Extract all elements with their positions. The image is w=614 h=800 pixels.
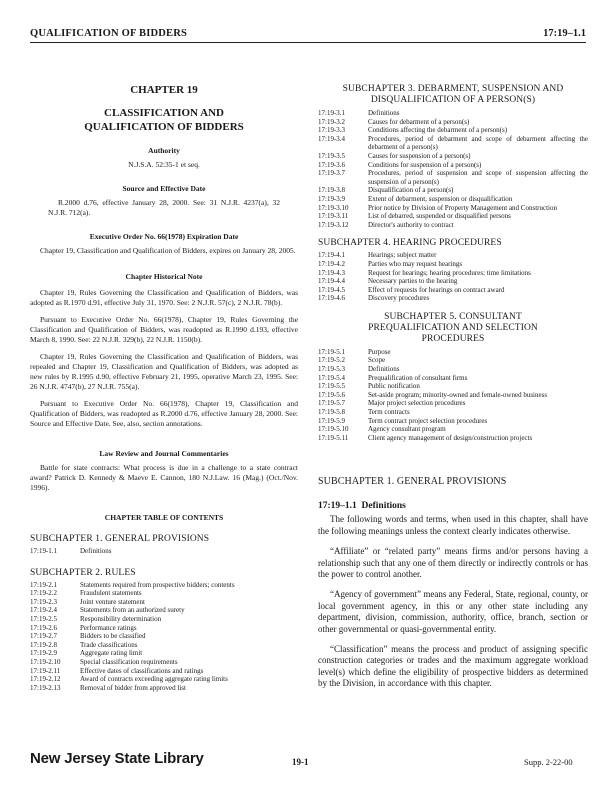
toc-row bbox=[30, 624, 298, 633]
chapter-number: CHAPTER 19 bbox=[130, 84, 198, 96]
section-number: 17:19–1.1 bbox=[318, 501, 357, 512]
toc-title: Hearings; subject matter bbox=[368, 251, 437, 260]
toc-title: Request for hearings; hearing procedures; time limitations bbox=[368, 268, 531, 277]
toc-num: 17:19-4.1 bbox=[318, 251, 346, 260]
toc-subchapter-3-heading: SUBCHAPTER 3. DEBARMENT, SUSPENSION AND DISQUALIFICATION OF A PERSON(S) bbox=[342, 84, 564, 105]
toc-row bbox=[30, 547, 298, 556]
law-review-text: Battle for state contracts: What process is due in a challenge to a state contract award? Patrick D. Kennedy & Maeve E. Cannon, 180 N.J.Law. 16 (Mag.) (Oct./Nov. 1996). bbox=[30, 463, 298, 492]
toc-num: 17:19-2.12 bbox=[30, 675, 61, 684]
toc-row bbox=[318, 269, 588, 278]
authority-text: N.J.S.A. 52:35-1 et seq. bbox=[128, 160, 200, 169]
toc-title: Statements required from prospective bidders; contents bbox=[80, 580, 235, 589]
toc-row bbox=[318, 109, 588, 118]
toc-num: 17:19-5.8 bbox=[318, 408, 346, 417]
toc-title: Conditions affecting the debarment of a person(s) bbox=[368, 126, 508, 135]
toc-title: Prequalification of consultant firms bbox=[368, 373, 468, 382]
toc-title: Effect of requests for hearings on contract award bbox=[368, 285, 505, 294]
toc-title: Agency consultant program bbox=[368, 425, 446, 434]
toc-row bbox=[318, 186, 588, 195]
history-paragraph: Chapter 19, Rules Governing the Classification and Qualification of Bidders, was adopted as R.1970 d.91, effective July 31, 1970. See: 2 N.J.R. 57(c), 2 N.J.R. 78(b). bbox=[30, 288, 298, 307]
toc-num: 17:19-2.2 bbox=[30, 589, 58, 598]
toc-row bbox=[30, 615, 298, 624]
toc-num: 17:19-2.3 bbox=[30, 597, 58, 606]
law-review-heading: Law Review and Journal Commentaries bbox=[99, 449, 229, 458]
toc-num: 17:19-2.9 bbox=[30, 649, 58, 658]
toc-row bbox=[30, 684, 298, 693]
toc-title: Performance ratings bbox=[80, 623, 137, 632]
body-paragraph: The following words and terms, when used in this chapter, shall have the following meanings unless the context clearly indicates otherwise. bbox=[318, 514, 588, 536]
toc-subchapter-4-list bbox=[318, 251, 588, 303]
body-paragraph: “Affiliate” or “related party” means firms and/or persons having a relationship such that any one of them directly or indirectly controls or has the power to control another. bbox=[318, 546, 588, 580]
toc-row bbox=[318, 260, 588, 269]
toc-title: Trade classifications bbox=[80, 640, 138, 649]
toc-title: Extent of debarment, suspension or disqualification bbox=[368, 194, 513, 203]
toc-row bbox=[318, 356, 588, 365]
page-number: 19-1 bbox=[292, 757, 309, 767]
toc-row bbox=[318, 161, 588, 170]
toc-row bbox=[318, 221, 588, 230]
toc-title: Client agency management of design/construction projects bbox=[368, 433, 533, 442]
toc-row bbox=[318, 135, 588, 152]
toc-title: Discovery procedures bbox=[368, 294, 430, 303]
left-column bbox=[30, 60, 298, 692]
toc-num: 17:19-2.10 bbox=[30, 657, 61, 666]
toc-num: 17:19-2.11 bbox=[30, 666, 61, 675]
toc-row bbox=[30, 632, 298, 641]
toc-num: 17:19-3.9 bbox=[318, 194, 346, 203]
toc-title: Award of contracts exceeding aggregate rating limits bbox=[80, 675, 228, 684]
chapter-title: CLASSIFICATION AND QUALIFICATION OF BIDDERS bbox=[84, 107, 244, 133]
toc-row bbox=[318, 348, 588, 357]
toc-title: Causes for suspension of a person(s) bbox=[368, 151, 471, 160]
toc-row bbox=[318, 365, 588, 374]
toc-num: 17:19-1.1 bbox=[30, 547, 58, 555]
toc-num: 17:19-3.8 bbox=[318, 186, 346, 195]
toc-row bbox=[318, 425, 588, 434]
toc-title: Disqualification of a person(s) bbox=[368, 186, 454, 195]
toc-title: Definitions bbox=[368, 109, 400, 117]
toc-title: Director's authority to contract bbox=[368, 220, 454, 229]
toc-num: 17:19-3.2 bbox=[318, 117, 346, 126]
toc-title: Procedures, period of suspension and scope of suspension affecting the suspension of a person(s) bbox=[368, 169, 588, 186]
toc-title: Set-aside program; minority-owned and female-owned business bbox=[368, 390, 548, 399]
toc-num: 17:19-2.13 bbox=[30, 683, 61, 692]
toc-num: 17:19-5.2 bbox=[318, 356, 346, 365]
toc-heading: CHAPTER TABLE OF CONTENTS bbox=[104, 513, 224, 522]
toc-title: Definitions bbox=[368, 365, 400, 374]
toc-row bbox=[318, 118, 588, 127]
toc-num: 17:19-5.6 bbox=[318, 390, 346, 399]
toc-title: Term contracts bbox=[368, 408, 410, 417]
toc-subchapter-2-heading: SUBCHAPTER 2. RULES bbox=[30, 567, 136, 578]
toc-row bbox=[318, 374, 588, 383]
toc-row bbox=[318, 434, 588, 443]
toc-row bbox=[318, 152, 588, 161]
toc-num: 17:19-4.2 bbox=[318, 259, 346, 268]
toc-num: 17:19-2.1 bbox=[30, 580, 58, 589]
source-text: R.2000 d.76, effective January 28, 2000. See: 31 N.J.R. 4237(a), 32 N.J.R. 712(a). bbox=[48, 198, 280, 217]
toc-num: 17:19-4.4 bbox=[318, 277, 346, 286]
library-watermark: New Jersey State Library bbox=[30, 750, 204, 767]
toc-row bbox=[318, 126, 588, 135]
toc-subchapter-1-list bbox=[30, 547, 298, 556]
toc-row bbox=[318, 195, 588, 204]
toc-title: Fraudulent statements bbox=[80, 589, 142, 598]
toc-row bbox=[30, 598, 298, 607]
toc-row bbox=[318, 294, 588, 303]
header-section-number: 17:19–1.1 bbox=[543, 28, 586, 39]
toc-title: Prior notice by Division of Property Management and Construction bbox=[368, 203, 557, 212]
toc-row bbox=[30, 667, 298, 676]
history-paragraph: Pursuant to Executive Order No. 66(1978), Chapter 19, Rules Governing the Classification and Qualification of Bidders, was readopted as R.1990 d.193, effective March 8, 1990. See: 22 N.J.R. 329(b), 22 N.J.R. 1150(b). bbox=[30, 315, 298, 344]
toc-title: Special classification requirements bbox=[80, 657, 178, 666]
toc-num: 17:19-3.12 bbox=[318, 220, 349, 229]
toc-num: 17:19-5.9 bbox=[318, 416, 346, 425]
toc-num: 17:19-3.11 bbox=[318, 212, 349, 221]
toc-title: Definitions bbox=[80, 547, 112, 555]
header-title: QUALIFICATION OF BIDDERS bbox=[30, 28, 188, 39]
toc-title: Term contract project selection procedures bbox=[368, 416, 488, 425]
toc-num: 17:19-4.6 bbox=[318, 294, 346, 303]
toc-num: 17:19-2.7 bbox=[30, 632, 58, 641]
toc-row bbox=[30, 658, 298, 667]
toc-row bbox=[30, 606, 298, 615]
toc-subchapter-4-heading: SUBCHAPTER 4. HEARING PROCEDURES bbox=[318, 238, 502, 249]
toc-title: Effective dates of classifications and ratings bbox=[80, 666, 204, 675]
toc-num: 17:19-2.5 bbox=[30, 614, 58, 623]
toc-num: 17:19-4.5 bbox=[318, 285, 346, 294]
toc-num: 17:19-5.3 bbox=[318, 365, 346, 374]
toc-num: 17:19-3.3 bbox=[318, 126, 346, 135]
toc-title: Removal of bidder from approved list bbox=[80, 683, 186, 692]
toc-title: Bidders to be classified bbox=[80, 632, 146, 641]
toc-row bbox=[318, 212, 588, 221]
toc-title: Parties who may request hearings bbox=[368, 259, 463, 268]
toc-num: 17:19-5.4 bbox=[318, 373, 346, 382]
toc-num: 17:19-3.5 bbox=[318, 151, 346, 160]
toc-title: Joint venture statement bbox=[80, 597, 145, 606]
toc-num: 17:19-2.6 bbox=[30, 623, 58, 632]
toc-row bbox=[318, 251, 588, 260]
toc-subchapter-3-list bbox=[318, 109, 588, 229]
history-paragraphs bbox=[30, 288, 298, 429]
toc-row bbox=[30, 589, 298, 598]
toc-title: Necessary parties to the hearing bbox=[368, 277, 458, 286]
toc-row bbox=[30, 675, 298, 684]
source-heading: Source and Effective Date bbox=[122, 184, 206, 193]
supplement-date: Supp. 2-22-00 bbox=[524, 757, 573, 767]
toc-title: Aggregate rating limit bbox=[80, 649, 143, 658]
toc-num: 17:19-5.10 bbox=[318, 425, 349, 434]
exec-order-text: Chapter 19, Classification and Qualification of Bidders, expires on January 28, 2005. bbox=[40, 246, 296, 255]
authority-heading: Authority bbox=[148, 146, 180, 155]
body-paragraph: “Classification” means the process and product of assigning specific construction categories or trades and the maximum aggregate workload level(s) which define the eligibility of prospective bidders as determined by the Division, in accordance with this chapter. bbox=[318, 644, 588, 689]
toc-row bbox=[318, 286, 588, 295]
toc-title: Scope bbox=[368, 356, 386, 365]
toc-num: 17:19-3.4 bbox=[318, 134, 346, 143]
toc-title: Conditions for suspension of a person(s) bbox=[368, 160, 482, 169]
history-paragraph: Chapter 19, Rules Governing the Classification and Qualification of Bidders, was repealed and Chapter 19, Classification and Qualification of Bidders, was adopted as new rules by R.1995 d.90, effective February 21, 1995, operative March 23, 1995. See: 26 N.J.R. 4747(b), 27 N.J.R. 755(a). bbox=[30, 352, 298, 391]
toc-title: Major project selection procedures bbox=[368, 399, 466, 408]
toc-num: 17:19-3.1 bbox=[318, 109, 346, 117]
toc-title: Causes for debarment of a person(s) bbox=[368, 117, 470, 126]
body-paragraph: “Agency of government” means any Federal, State, regional, county, or local government agency, in this or any other state including any department, division, commission, authority, office, branch, section or other governmental or quasi-governmental entity. bbox=[318, 589, 588, 634]
toc-row bbox=[30, 649, 298, 658]
toc-num: 17:19-5.5 bbox=[318, 382, 346, 391]
toc-title: Purpose bbox=[368, 347, 391, 356]
toc-num: 17:19-3.6 bbox=[318, 160, 346, 169]
toc-num: 17:19-5.1 bbox=[318, 347, 346, 356]
toc-num: 17:19-3.10 bbox=[318, 203, 349, 212]
toc-num: 17:19-5.11 bbox=[318, 433, 349, 442]
toc-title: Procedures, period of debarment and scope of debarment affecting the debarment of a person(s) bbox=[368, 134, 588, 152]
toc-row bbox=[30, 581, 298, 590]
toc-row bbox=[30, 641, 298, 650]
toc-row bbox=[318, 277, 588, 286]
toc-row bbox=[318, 399, 588, 408]
toc-num: 17:19-3.7 bbox=[318, 169, 346, 178]
running-header bbox=[30, 28, 586, 44]
section-title: Definitions bbox=[361, 501, 406, 512]
exec-order-heading: Executive Order No. 66(1978) Expiration Date bbox=[89, 232, 239, 241]
section-heading bbox=[318, 501, 588, 511]
toc-num: 17:19-4.3 bbox=[318, 268, 346, 277]
toc-title: Public notification bbox=[368, 382, 420, 391]
right-column bbox=[318, 84, 588, 690]
toc-subchapter-2-list bbox=[30, 581, 298, 693]
toc-subchapter-1-heading: SUBCHAPTER 1. GENERAL PROVISIONS bbox=[30, 534, 210, 544]
toc-row bbox=[318, 382, 588, 391]
toc-title: Responsibility determination bbox=[80, 614, 162, 623]
toc-row bbox=[318, 204, 588, 213]
history-heading: Chapter Historical Note bbox=[125, 272, 203, 281]
header-rule bbox=[30, 42, 586, 43]
toc-row bbox=[318, 408, 588, 417]
history-paragraph: Pursuant to Executive Order No. 66(1978), Chapter 19, Classification and Qualification of Bidders, was readopted as R.2000 d.76, effective January 28, 2000. See: Source and Effective Date. See, also, section annotations. bbox=[30, 399, 298, 428]
toc-num: 17:19-5.7 bbox=[318, 399, 346, 408]
toc-title: Statements from an authorized surety bbox=[80, 606, 185, 615]
toc-row bbox=[318, 391, 588, 400]
toc-num: 17:19-2.8 bbox=[30, 640, 58, 649]
toc-title: List of debarred, suspended or disqualified persons bbox=[368, 212, 511, 221]
toc-num: 17:19-2.4 bbox=[30, 606, 58, 615]
toc-subchapter-5-heading: SUBCHAPTER 5. CONSULTANT PREQUALIFICATION AND SELECTION PROCEDURES bbox=[368, 311, 538, 344]
body-subchapter-heading: SUBCHAPTER 1. GENERAL PROVISIONS bbox=[318, 476, 507, 488]
toc-row bbox=[318, 417, 588, 426]
toc-row bbox=[318, 169, 588, 186]
toc-subchapter-5-list bbox=[318, 348, 588, 443]
